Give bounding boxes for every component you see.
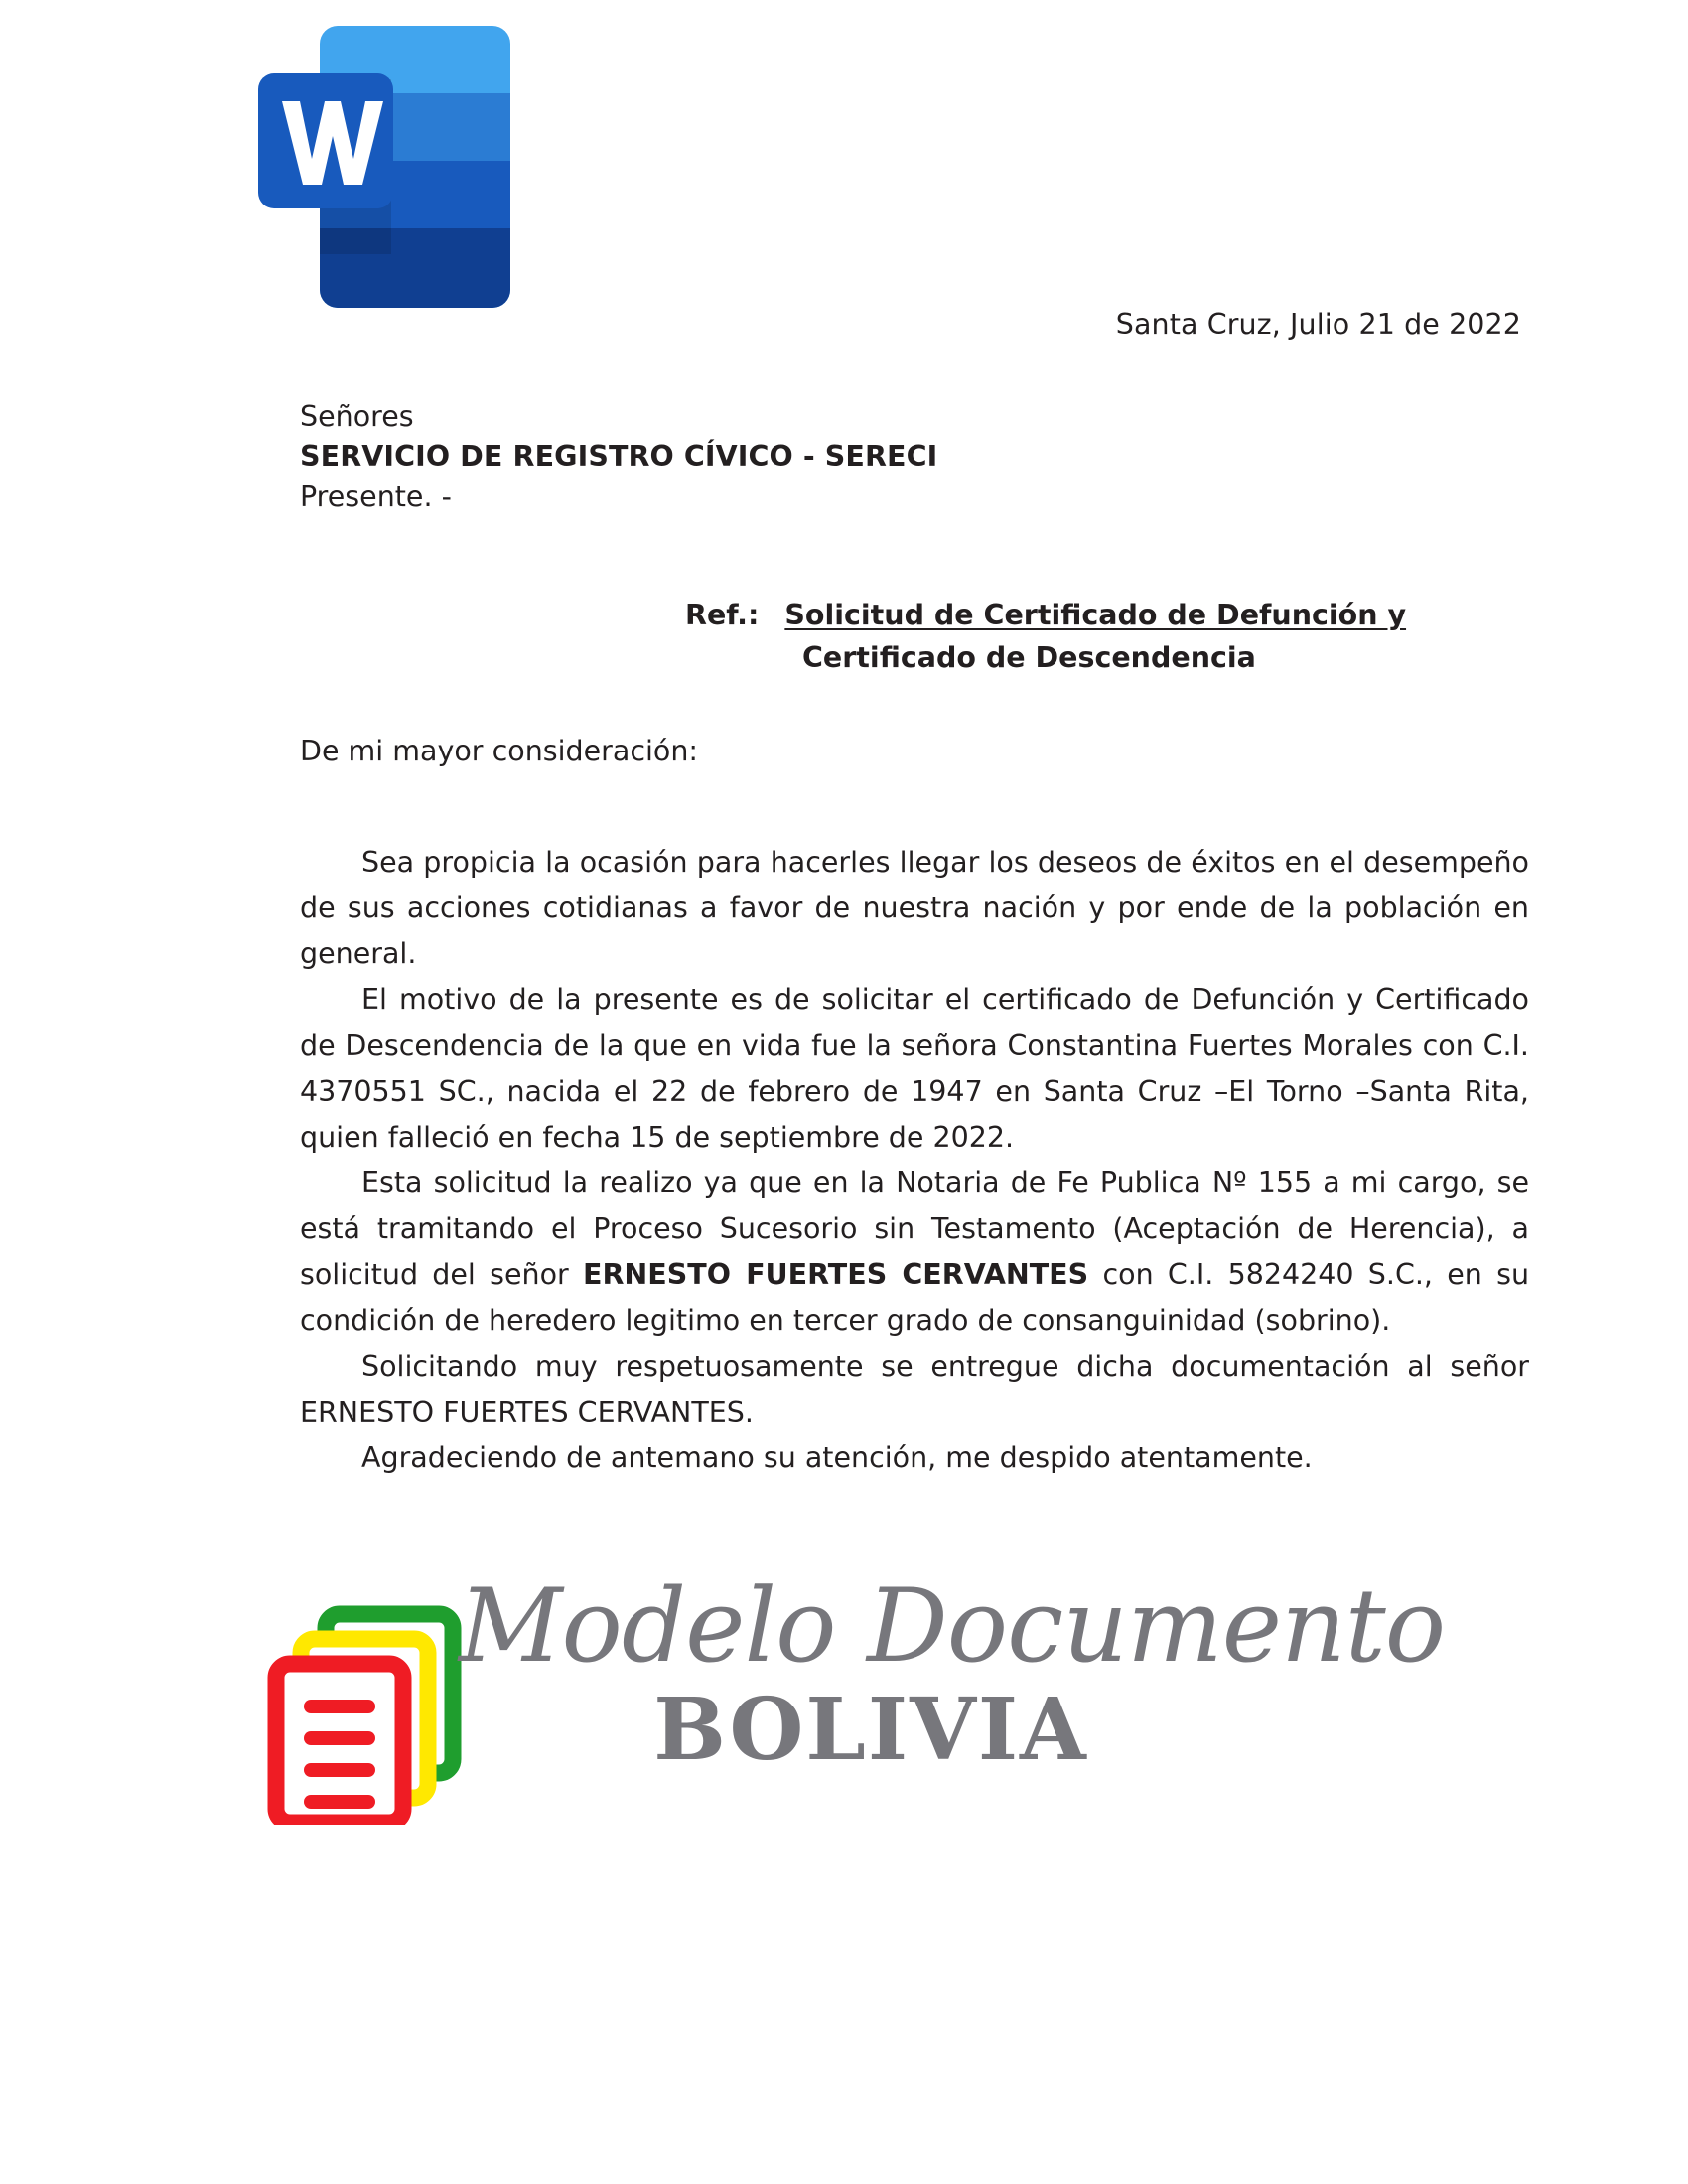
paragraph-3-part-2: con C.I. 5824240 S.C., en su condición de heredero legitimo en tercer grado de consanguinidad (sobrino). [300,1258,1530,1337]
addressee-block [300,397,1531,517]
brand-title: Modelo Documento [459,1568,1446,1686]
addressee-present: Presente. - [300,479,452,513]
body-text [300,840,1529,1481]
salutation: De mi mayor consideración: [300,735,699,767]
brand-watermark [248,1567,1446,1844]
brand-text [459,1567,1446,1844]
reference-value [784,594,1539,636]
brand-subtitle: BOLIVIA [653,1680,1088,1780]
paragraph-4: Solicitando muy respetuosamente se entregue dicha documentación al señor ERNESTO FUERTES CERVANTES. [300,1349,1529,1429]
heir-name: ERNESTO FUERTES CERVANTES [583,1258,1089,1292]
reference-block [685,594,1539,680]
reference-line-2: Certificado de Descendencia [802,641,1256,675]
reference-line-1: Solicitud de Certificado de Defunción y [784,599,1407,631]
paragraph-1: Sea propicia la ocasión para hacerles llegar los deseos de éxitos en el desempeño de sus acciones cotidianas a favor de nuestra nación y por ende de la población en general. [300,846,1529,971]
addressee-greeting: Señores [300,400,414,433]
reference-row-2 [802,636,1539,679]
paragraph-3 [300,1160,1529,1344]
paragraph-5: Agradeciendo de antemano su atención, me despido atentamente. [361,1441,1313,1475]
date-line: Santa Cruz, Julio 21 de 2022 [1115,308,1521,341]
reference-label: Ref.: [685,599,760,631]
addressee-organization: SERVICIO DE REGISTRO CÍVICO - SERECI [300,440,938,474]
reference-row [685,594,1539,636]
paragraph-2: El motivo de la presente es de solicitar el certificado de Defunción y Certificado de Descendencia de la que en vida fue la señora Constantina Fuertes Morales con C.I. 4370551 SC., nacida el 22 de febrero de 1947 en Santa Cruz –El Torno –Santa Rita, quien falleció en fecha 15 de septiembre de 2022. [300,983,1529,1154]
microsoft-word-icon [246,8,522,326]
paragraph-3-part-1: Esta solicitud la realizo ya que en la Notaria de Fe Publica Nº 155 a mi cargo, se está tramitando el Proceso Sucesorio sin Testamento (Aceptación de Herencia), a solicitud del señor [300,1166,1529,1292]
